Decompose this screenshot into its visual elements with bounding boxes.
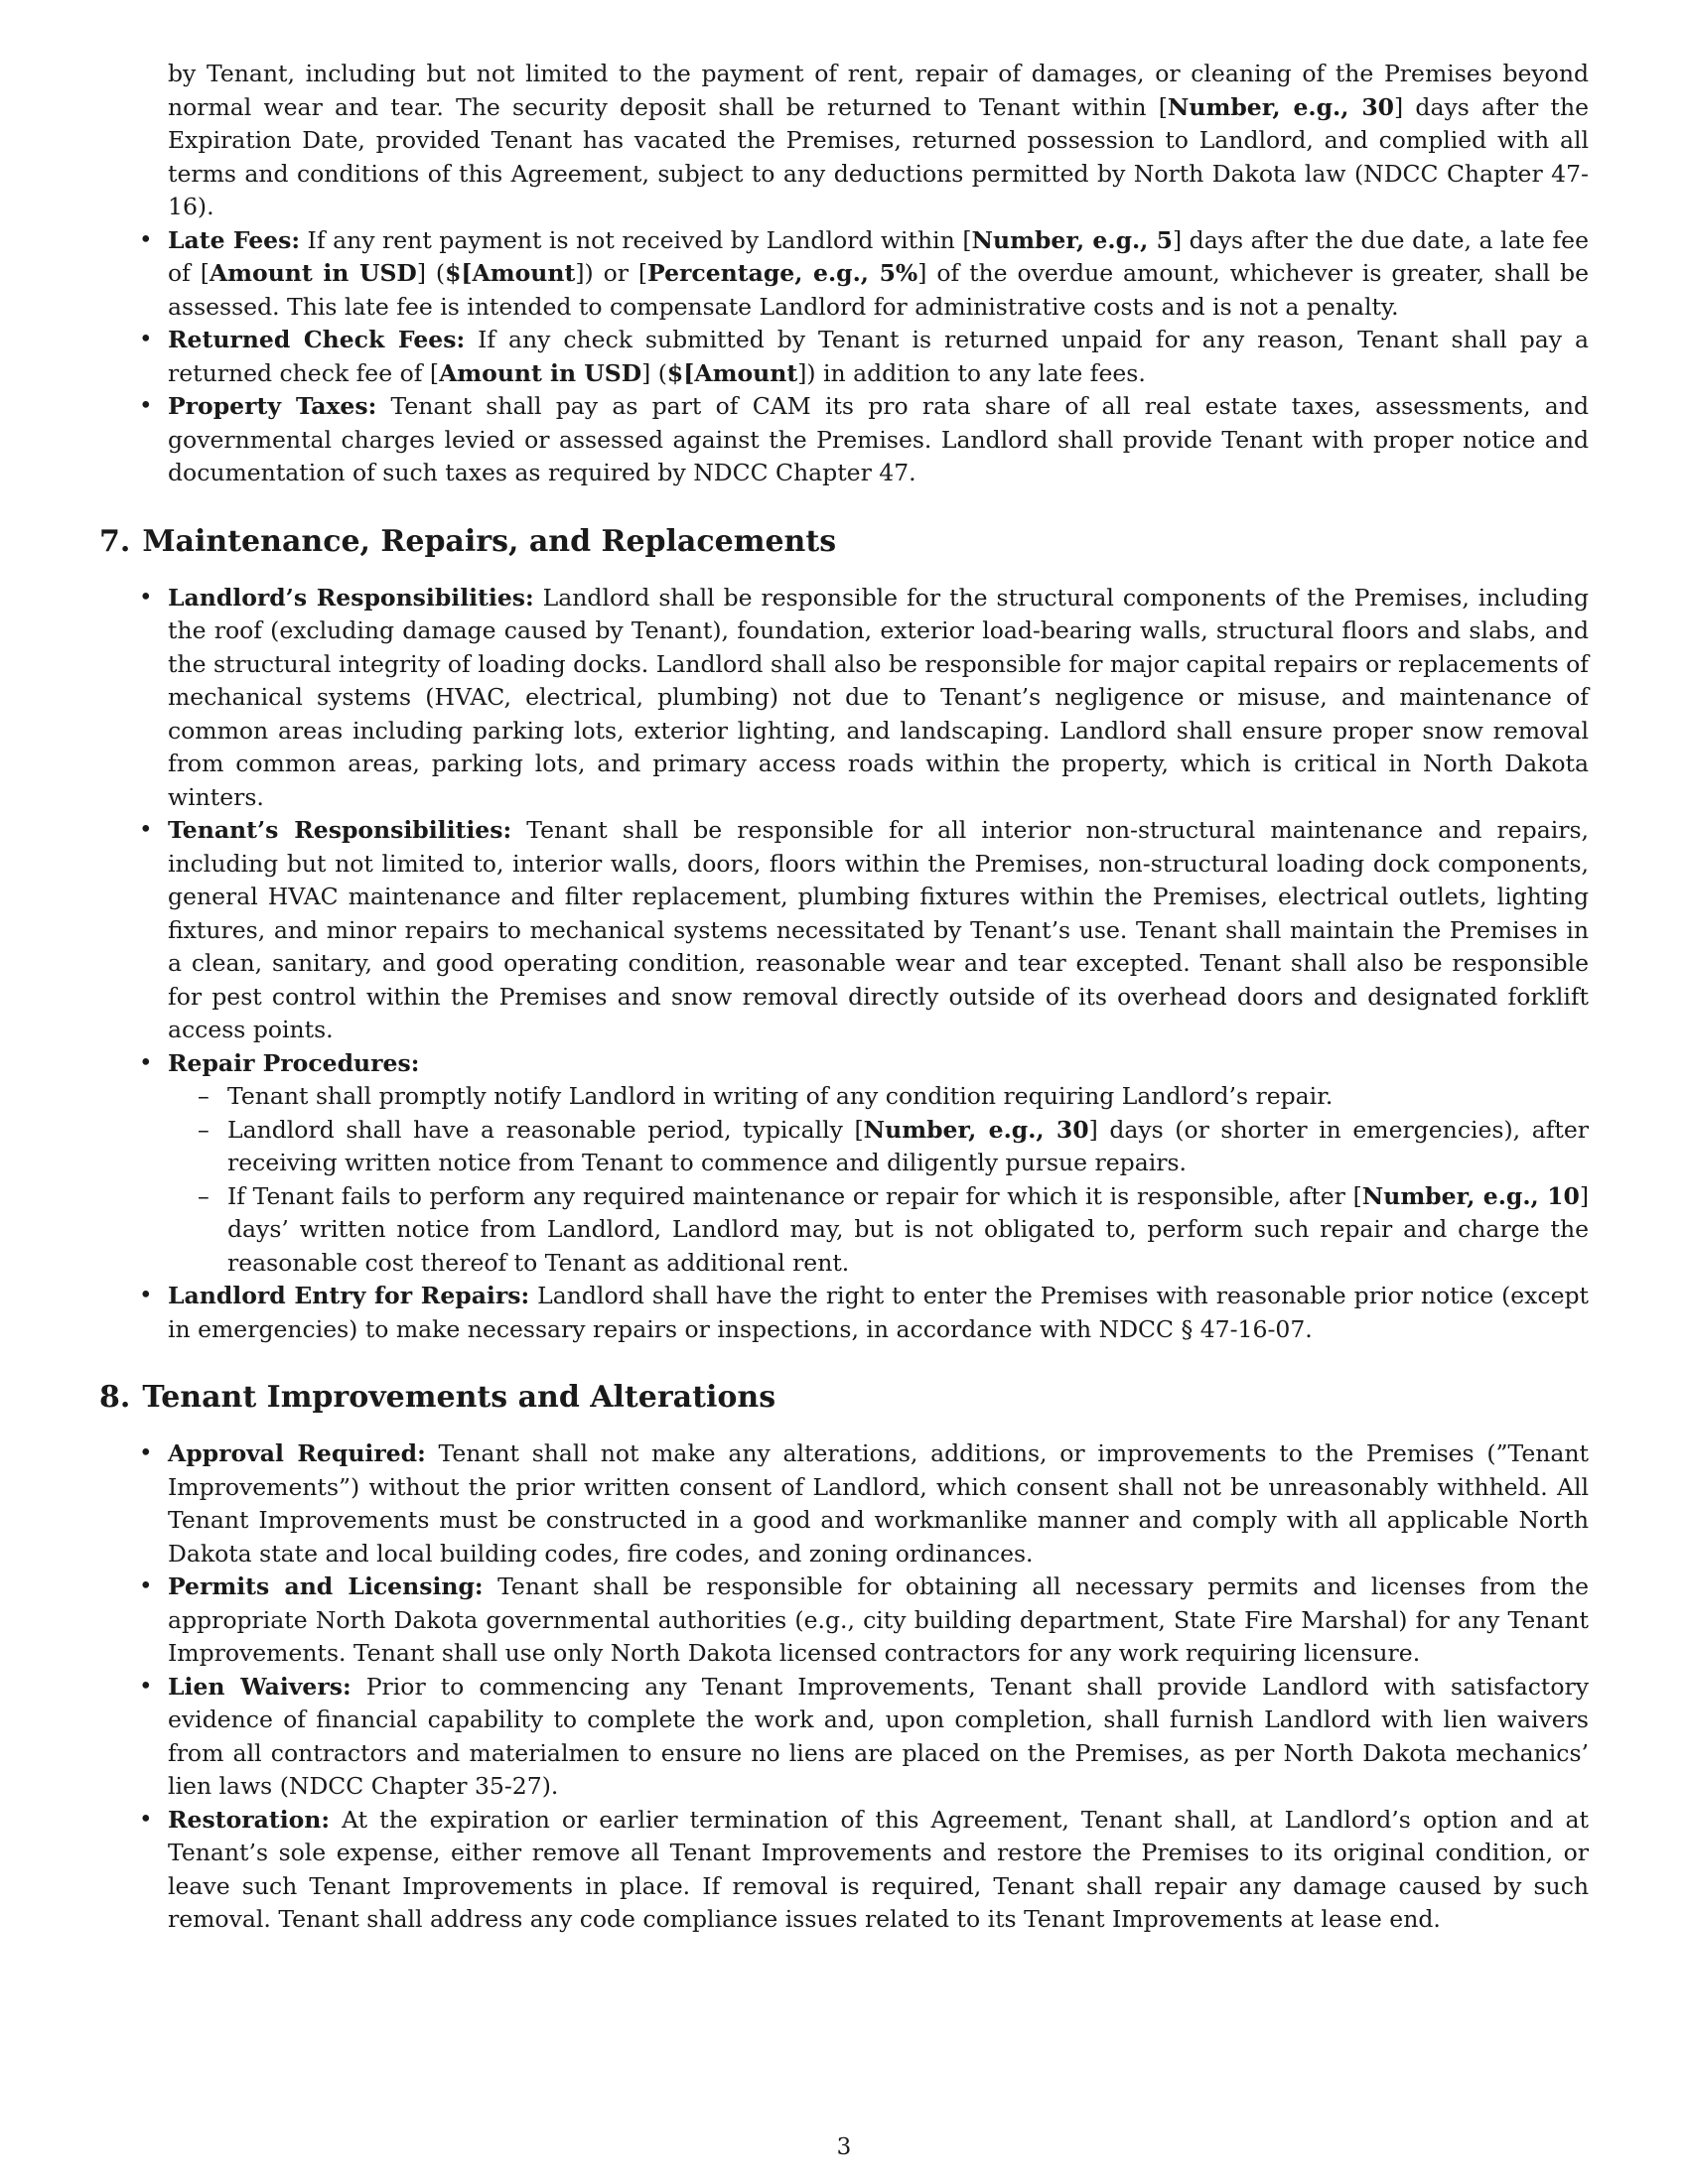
item-text <box>168 1806 1589 1934</box>
text-run: by Tenant, including but not limited to the payment of rent, repair of damages, or cleaning of the Premises beyond normal wear and tear. The security deposit shall be returned to Tenant within [ <box>168 60 1589 121</box>
bold-placeholder: Percentage, e.g., 5% <box>647 259 918 287</box>
sublist-item <box>168 1080 1589 1114</box>
bold-placeholder: Number, e.g., 10 <box>1361 1181 1580 1210</box>
section-heading-8 <box>99 1380 1589 1416</box>
bold-placeholder: Amount in USD <box>439 358 642 387</box>
item-label: Landlord Entry for Repairs: <box>168 1282 530 1309</box>
section-title: Tenant Improvements and Alterations <box>142 1380 776 1415</box>
list-item-restoration <box>99 1804 1589 1937</box>
list-item-lien-waivers <box>99 1671 1589 1804</box>
text-run: ] of the overdue amount, whichever is greater, shall be assessed. This late fee is intended to compensate Landlord for administrative costs and is not a penalty. <box>168 259 1590 321</box>
text-run: If any rent payment is not received by Landlord within [ <box>300 225 972 254</box>
page-content <box>99 58 1589 1937</box>
fees-list <box>99 224 1589 490</box>
text-run: ] days (or shorter in emergencies), after receiving written notice from Tenant to commence and diligently pursue repairs. <box>227 1115 1589 1176</box>
item-text <box>168 226 1589 321</box>
text-run: Tenant shall be responsible for all interior non-structural maintenance and repairs, including but not limited to, interior walls, doors, floors within the Premises, non-structural loading dock components, general HVAC maintenance and filter replacement, plumbing fixtures within the Premises, electrical outlets, lighting fixtures, and minor repairs to mechanical systems necessitated by Tenant’s use. Tenant shall maintain the Premises in a clean, sanitary, and good operating condition, reasonable wear and tear excepted. Tenant shall also be responsible for pest control within the Premises and snow removal directly outside of its overhead doors and designated forklift access points. <box>168 816 1589 1043</box>
list-item-returned-check-fees <box>99 324 1589 390</box>
text-run: Landlord shall have a reasonable period, typically [ <box>227 1115 864 1144</box>
repair-procedures-sublist <box>168 1080 1589 1280</box>
list-item-approval-required <box>99 1437 1589 1570</box>
sublist-item <box>168 1114 1589 1180</box>
section-title: Maintenance, Repairs, and Replacements <box>142 523 837 559</box>
bold-placeholder: Number, e.g., 30 <box>863 1115 1089 1144</box>
continuation-paragraph <box>168 58 1589 224</box>
text-run: Tenant shall be responsible for obtaining all necessary permits and licenses from the appropriate North Dakota governmental authorities (e.g., city building department, State Fire Marshal) for any Tenant Improvements. Tenant shall use only North Dakota licensed contractors for any work requiring licensure. <box>168 1572 1589 1667</box>
section-number: 8. <box>99 1380 131 1415</box>
item-label: Lien Waivers: <box>168 1672 352 1701</box>
text-run: Tenant shall not make any alterations, additions, or improvements to the Premises (”Tenant Improvements”) without the prior written consent of Landlord, which consent shall not be unreasonably withheld. All Tenant Improvements must be constructed in a good and workmanlike manner and comply with all applicable North Dakota state and local building codes, fire codes, and zoning ordinances. <box>168 1439 1589 1568</box>
text-run: Tenant shall pay as part of CAM its pro rata share of all real estate taxes, assessments, and governmental charges levied or assessed against the Premises. Landlord shall provide Tenant with proper notice and documentation of such taxes as required by NDCC Chapter 47. <box>168 392 1590 486</box>
section-8-list <box>99 1437 1589 1937</box>
list-item-permits-licensing <box>99 1570 1589 1671</box>
section-number: 7. <box>99 523 131 559</box>
text-run: Tenant shall promptly notify Landlord in writing of any condition requiring Landlord’s repair. <box>227 1082 1334 1110</box>
item-text <box>168 392 1589 486</box>
list-item-tenant-responsibilities <box>99 814 1589 1047</box>
item-text <box>168 816 1589 1043</box>
list-item-landlord-responsibilities <box>99 582 1589 815</box>
bold-placeholder: Amount in USD <box>209 259 417 287</box>
sublist-item <box>168 1180 1589 1281</box>
section-7-list <box>99 582 1589 1347</box>
page-number: 3 <box>836 2134 852 2160</box>
text-run: If any check submitted by Tenant is returned unpaid for any reason, Tenant shall pay a returned check fee of [ <box>168 326 1589 387</box>
text-run: Landlord shall have the right to enter the Premises with reasonable prior notice (except in emergencies) to make necessary repairs or inspections, in accordance with NDCC § 47-16-07. <box>168 1282 1589 1343</box>
item-label: Approval Required: <box>168 1439 426 1467</box>
list-item-late-fees <box>99 224 1589 325</box>
text-run: ] ( <box>416 259 446 287</box>
text-run: If Tenant fails to perform any required maintenance or repair for which it is responsible, after [ <box>227 1181 1362 1210</box>
list-item-repair-procedures <box>99 1047 1589 1281</box>
item-label: Restoration: <box>168 1805 331 1834</box>
item-text <box>168 1673 1589 1801</box>
text-run: ]) in addition to any late fees. <box>797 358 1146 387</box>
item-label: Repair Procedures: <box>168 1048 420 1077</box>
bold-placeholder: Number, e.g., 30 <box>1167 92 1395 121</box>
text-run: Prior to commencing any Tenant Improvements, Tenant shall provide Landlord with satisfactory evidence of financial capability to complete the work and, upon completion, shall furnish Landlord with lien waivers from all contractors and materialmen to ensure no liens are placed on the Premises, as per North Dakota mechanics’ lien laws (NDCC Chapter 35-27). <box>168 1672 1590 1800</box>
text-run: Landlord shall be responsible for the structural components of the Premises, including the roof (excluding damage caused by Tenant), foundation, exterior load-bearing walls, structural floors and slabs, and the structural integrity of loading docks. Landlord shall also be responsible for major capital repairs or replacements of mechanical systems (HVAC, electrical, plumbing) not due to Tenant’s negligence or misuse, and maintenance of common areas including parking lots, exterior lighting, and landscaping. Landlord shall ensure proper snow removal from common areas, parking lots, and primary access roads within the property, which is critical in North Dakota winters. <box>168 583 1589 811</box>
item-label: Tenant’s Responsibilities: <box>168 816 512 844</box>
bold-placeholder: $[Amount <box>666 358 798 387</box>
text-run: At the expiration or earlier termination of this Agreement, Tenant shall, at Landlord’s option and at Tenant’s sole expense, either remove all Tenant Improvements and restore the Premises to its original condition, or leave such Tenant Improvements in place. If removal is required, Tenant shall repair any damage caused by such removal. Tenant shall address any code compliance issues related to its Tenant Improvements at lease end. <box>168 1805 1589 1933</box>
item-label: Landlord’s Responsibilities: <box>168 583 534 612</box>
text-run: ] days after the Expiration Date, provided Tenant has vacated the Premises, returned possession to Landlord, and complied with all terms and conditions of this Agreement, subject to any deductions permitted by North Dakota law (NDCC Chapter 47-16). <box>168 92 1589 220</box>
section-heading-7 <box>99 524 1589 560</box>
item-text <box>168 584 1589 811</box>
item-label: Permits and Licensing: <box>168 1572 484 1600</box>
item-label: Returned Check Fees: <box>168 326 466 353</box>
item-label: Late Fees: <box>168 225 301 254</box>
bold-placeholder: $[Amount <box>445 259 576 287</box>
text-run: ] days’ written notice from Landlord, Landlord may, but is not obligated to, perform such repair and charge the reasonable cost thereof to Tenant as additional rent. <box>227 1181 1589 1277</box>
text-run: ] days after the due date, a late fee of [ <box>168 225 1589 287</box>
text-run: ]) or [ <box>575 259 648 287</box>
list-item-property-taxes <box>99 390 1589 490</box>
list-item-landlord-entry <box>99 1280 1589 1346</box>
item-label: Property Taxes: <box>168 392 377 420</box>
bold-placeholder: Number, e.g., 5 <box>971 225 1173 254</box>
text-run: ] ( <box>641 358 667 387</box>
